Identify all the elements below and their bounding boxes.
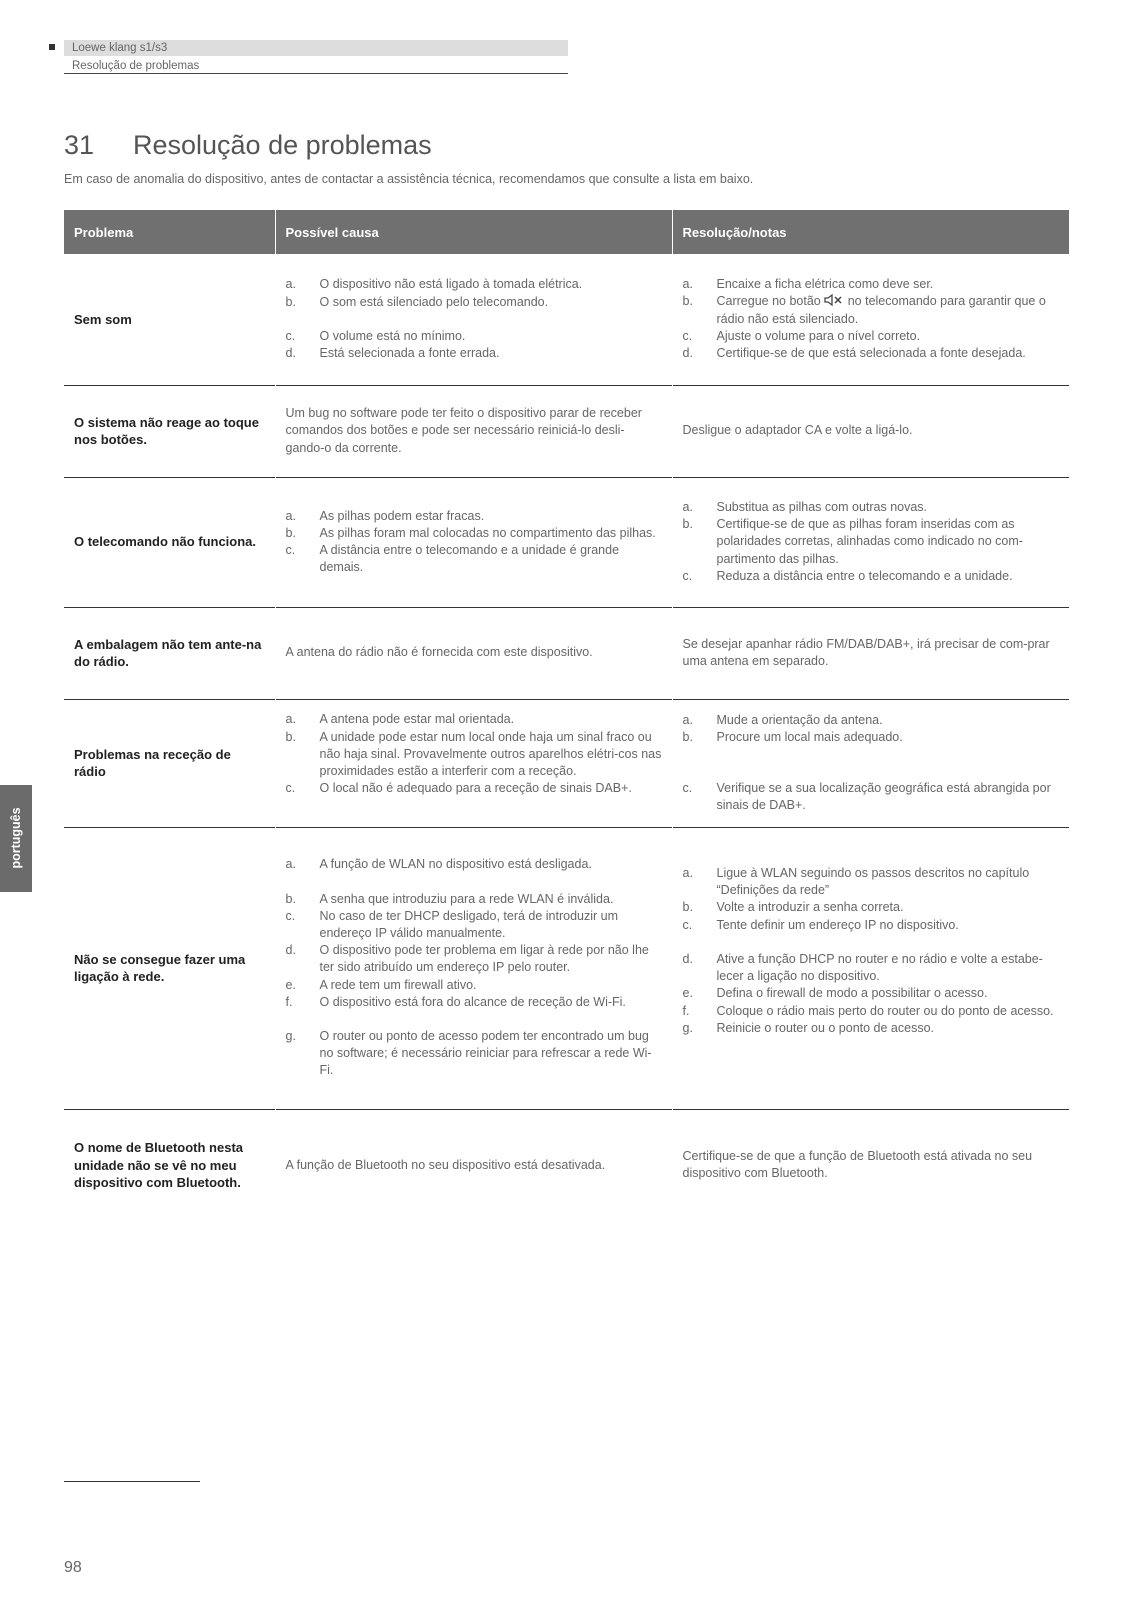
list-item: b. Certifique-se de que as pilhas foram inseridas com as polaridades corretas, alinhadas como indicado no com-partimento das pilhas. (682, 517, 1023, 566)
mute-icon (824, 293, 844, 307)
list-item: a. A função de WLAN no dispositivo está desligada. (285, 857, 592, 872)
list-item: c. O local não é adequado para a receção de sinais DAB+. (285, 781, 632, 796)
cause-cell: Um bug no software pode ter feito o dispositivo parar de receber comandos dos botões e pode ser necessário reiniciá-lo desli-gando-o da corrente. (275, 385, 672, 477)
footer-rule (64, 1481, 200, 1482)
cause-cell (275, 254, 672, 385)
table-row (64, 477, 1069, 607)
table-row (64, 827, 1069, 1109)
list-item: d. Ative a função DHCP no router e no rádio e volte a estabe-lecer a ligação no dispositivo. (682, 951, 1043, 984)
column-header-problem: Problema (64, 210, 275, 254)
page-title: Resolução de problemas (133, 130, 432, 160)
list-item: e. A rede tem um firewall ativo. (285, 977, 477, 992)
cause-cell (275, 827, 672, 1109)
problem-cell: Não se consegue fazer uma ligação à rede. (64, 827, 275, 1109)
problem-cell: Problemas na receção de rádio (64, 699, 275, 827)
list-item: b. Carregue no botão no telecomando para garantir que o rádio não está silenciado. (682, 294, 1046, 326)
solution-cell: Se desejar apanhar rádio FM/DAB/DAB+, irá precisar de com-prar uma antena em separado. (672, 607, 1069, 699)
column-header-cause: Possível causa (275, 210, 672, 254)
list-item: b. A unidade pode estar num local onde haja um sinal fraco ou não haja sinal. Provavelmente outros aparelhos elétri-cos nas proximidades estão a interferir com a receção. (285, 729, 662, 779)
list-item: b. A senha que introduziu para a rede WLAN é inválida. (285, 891, 614, 906)
solution-cell (672, 827, 1069, 1109)
header-section: Resolução de problemas (72, 60, 200, 72)
problem-cell: O nome de Bluetooth nesta unidade não se vê no meu dispositivo com Bluetooth. (64, 1109, 275, 1221)
list-item: f. Coloque o rádio mais perto do router ou do ponto de acesso. (682, 1003, 1054, 1018)
table-row (64, 1109, 1069, 1221)
column-header-solution: Resolução/notas (672, 210, 1069, 254)
list-item: a. Encaixe a ficha elétrica como deve ser. (682, 277, 934, 292)
list-item: c. O volume está no mínimo. (285, 328, 466, 343)
table-row (64, 699, 1069, 827)
list-item: a. Mude a orientação da antena. (682, 712, 883, 727)
intro-text: Em caso de anomalia do dispositivo, antes de contactar a assistência técnica, recomendamos que consulte a lista em baixo. (64, 172, 754, 186)
list-item: b. Procure um local mais adequado. (682, 729, 903, 744)
list-item: g. Reinicie o router ou o ponto de acesso. (682, 1020, 934, 1035)
list-item: c. Ajuste o volume para o nível correto. (682, 328, 921, 343)
header-marker (49, 44, 55, 50)
solution-cell (672, 254, 1069, 385)
cause-cell (275, 699, 672, 827)
page-number: 98 (64, 1559, 82, 1576)
table-row (64, 607, 1069, 699)
cause-cell: A função de Bluetooth no seu dispositivo está desativada. (275, 1109, 672, 1221)
cause-cell: A antena do rádio não é fornecida com este dispositivo. (275, 607, 672, 699)
problem-cell: O telecomando não funciona. (64, 477, 275, 607)
problem-cell: A embalagem não tem ante-na do rádio. (64, 607, 275, 699)
list-item: a. Ligue à WLAN seguindo os passos descritos no capítulo “Definições da rede” (682, 866, 1030, 898)
solution-cell: Certifique-se de que a função de Bluetooth está ativada no seu dispositivo com Bluetooth. (672, 1109, 1069, 1221)
list-item: a. As pilhas podem estar fracas. (285, 508, 485, 523)
chapter-number: 31 (64, 130, 95, 160)
solution-cell (672, 477, 1069, 607)
list-item: a. Substitua as pilhas com outras novas. (682, 499, 928, 514)
list-item: d. Está selecionada a fonte errada. (285, 345, 500, 360)
table-header-row (64, 210, 1069, 254)
list-item: f. O dispositivo está fora do alcance de receção de Wi-Fi. (285, 994, 626, 1009)
table-row (64, 385, 1069, 477)
list-item: c. A distância entre o telecomando e a unidade é grande demais. (285, 543, 620, 575)
list-item: c. Reduza a distância entre o telecomando e a unidade. (682, 568, 1013, 583)
problem-cell: Sem som (74, 311, 132, 327)
list-item: b. O som está silenciado pelo telecomando. (285, 294, 549, 309)
header-rule (64, 73, 568, 74)
cause-cell (275, 477, 672, 607)
list-item: g. O router ou ponto de acesso podem ter encontrado um bug no software; é necessário reiniciar para refrescar a rede Wi-Fi. (285, 1029, 652, 1078)
list-item: d. O dispositivo pode ter problema em ligar à rede por não lhe ter sido atribuído um endereço IP pelo router. (285, 943, 649, 975)
list-item: e. Defina o firewall de modo a possibilitar o acesso. (682, 986, 988, 1001)
solution-cell: Desligue o adaptador CA e volte a ligá-lo. (672, 385, 1069, 477)
language-tab-label: português (9, 807, 23, 869)
list-item: c. Tente definir um endereço IP no dispositivo. (682, 917, 959, 932)
solution-cell (672, 699, 1069, 827)
troubleshooting-table (64, 210, 1069, 1221)
header-product: Loewe klang s1/s3 (72, 42, 168, 54)
list-item: c. No caso de ter DHCP desligado, terá de introduzir um endereço IP válido manualmente. (285, 908, 619, 940)
table-row (64, 254, 1069, 385)
list-item: b. Volte a introduzir a senha correta. (682, 900, 904, 915)
list-item: a. A antena pode estar mal orientada. (285, 712, 515, 727)
list-item: d. Certifique-se de que está selecionada a fonte desejada. (682, 346, 1026, 361)
problem-cell: O sistema não reage ao toque nos botões. (64, 385, 275, 477)
list-item: c. Verifique se a sua localização geográfica está abrangida por sinais de DAB+. (682, 781, 1051, 813)
list-item: b. As pilhas foram mal colocadas no compartimento das pilhas. (285, 525, 656, 540)
list-item: a. O dispositivo não está ligado à tomada elétrica. (285, 277, 583, 292)
